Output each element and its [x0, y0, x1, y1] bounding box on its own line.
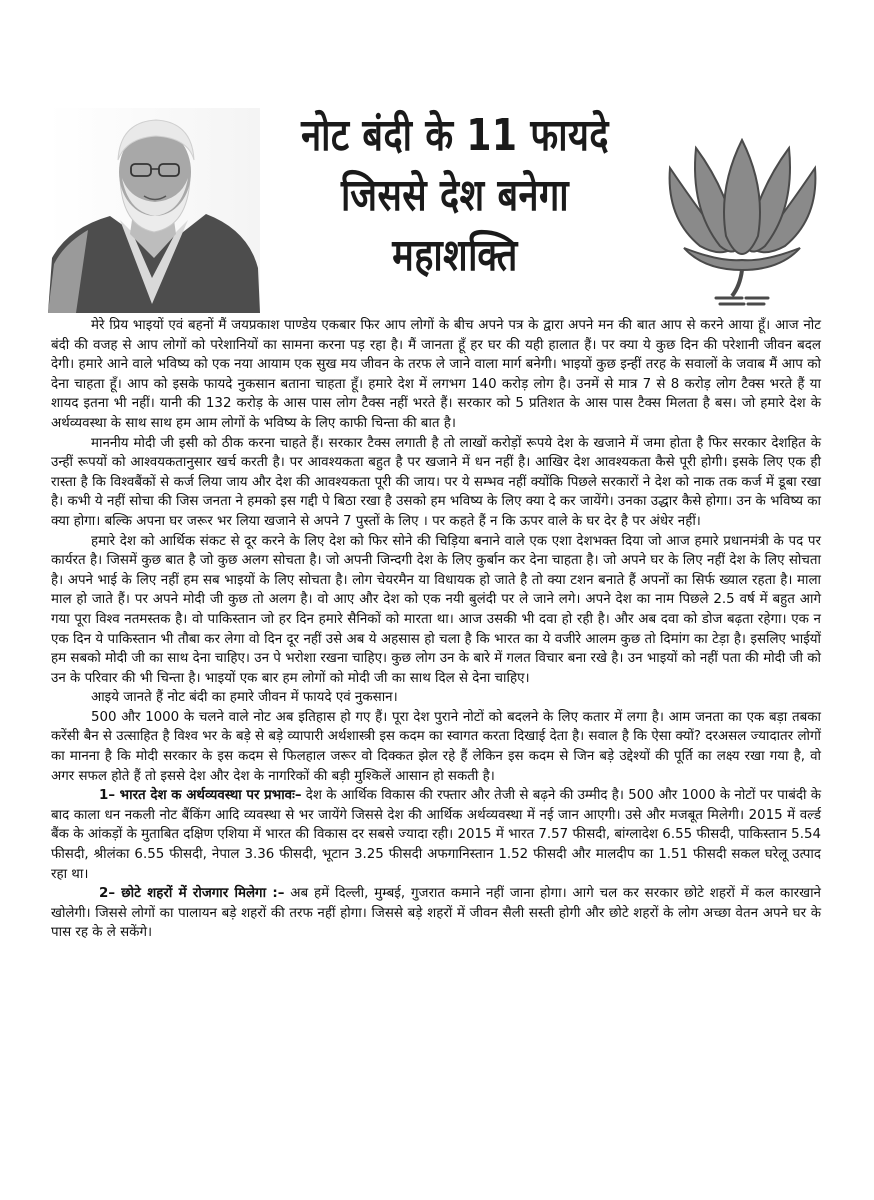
headline-line-1: नोट बंदी के 11 फायदे [301, 110, 609, 161]
paragraph-intro: मेरे प्रिय भाइयों एवं बहनों मैं जयप्रकाश पाण्डेय एकबार फिर आप लोगों के बीच अपने पत्र के द्वारा अपने मन की बात आप से करने आया हूँ। आज नोट बंदी की वजह से आप लोगों को परेशानियों का सामना करना पड़ रहा है। मैं जानता हूँ हर घर की यही हालात हैं। पर क्या ये कुछ दिन की परेशानी जीवन बदल देगी। हमारे आने वाले भविष्य को एक नया आयाम एक सुख मय जीवन के तरफ ले जाने वाला मार्ग बनेगी। भाइयों कुछ इन्हीं तरह के सवालों के जवाब मैं आप को देना चाहता हूँ। आप को इसके फायदे नुकसान बताना चाहता हूँ। हमारे देश में लगभग 140 करोड़ लोग है। उनमें से मात्र 7 से 8 करोड़ लोग टैक्स भरते हैं या शायद इतना भी नहीं। यानी की 132 करोड़ के आस पास लोग टैक्स नहीं भरते हैं। सरकार को 5 प्रतिशत के आस पास टैक्स मिलता है बस। जो हमारे देश के अर्थव्यवस्था के साथ साथ हम आम लोगों के भविष्य के लिए काफी चिन्ता की बात है। [51, 318, 821, 431]
paragraph-modi: माननीय मोदी जी इसी को ठीक करना चाहते हैं। सरकार टैक्स लगाती है तो लाखों करोड़ों रूपये देश के खजाने में जमा होता है फिर सरकार देशहित के उन्हीं रूपयों को आश्वयकतानुसार खर्च करती है। पर आवश्यकता बहुत है पर खजाने में धन नहीं है। आखिर देश आवश्यकता कैसे पूरी होगी। इसके लिए एक ही रास्ता है कि विश्वबैंकों से कर्ज लिया जाय और देश की आवश्यकता पूरी की जाय। पर ये सम्भव नहीं क्योंकि पिछले सरकारों ने देश को नाक तक कर्ज में डूबा रखा है। कभी ये नहीं सोचा की जिस जनता ने हमको इस गद्दी पे बिठा रखा है उसको हम भविष्य के लिए क्या दे कर जायेंगे। उनका उद्धार कैसे होगा। उन के भविष्य का क्या होगा। बल्कि अपना घर जरूर भर लिया खजाने से अपने 7 पुस्तों के लिए । पर कहते हैं न कि ऊपर वाले के घर देर है पर अंधेर नहीं। [51, 435, 821, 529]
headline-line-3: महाशक्ति [392, 230, 518, 281]
portrait-photo [48, 108, 260, 313]
paragraph-benefits-intro: आइये जानते हैं नोट बंदी का हमारे जीवन में फायदे एवं नुकसान। [91, 690, 398, 706]
point-1-text: देश के आर्थिक विकास की रफ्तार और तेजी से बढ़ने की उम्मीद है। 500 और 1000 के नोटों पर पाबंदी के बाद काला धन नकली नोट बैंकिंग आदि व्यवस्था से भर जायेंगे जिससे देश की आर्थिक अर्थव्यवस्था में नई जान आएगी। उसे और मजबूत मिलेगी। 2015 में वर्ल्ड बैंक के आंकड़ों के मुताबित दक्षिण एशिया में भारत की विकास दर सबसे ज्यादा रही। 2015 में भारत 7.57 फीसदी, बांग्लादेश 6.55 फीसदी, पाकिस्तान 5.54 फीसदी, श्रीलंका 6.55 फीसदी, नेपाल 3.36 फीसदी, भूटान 3.25 फीसदी अफगानिस्तान 1.52 फीसदी और मालदीप का 1.51 फीसदी सकल घरेलू उत्पाद रहा था। [51, 788, 821, 882]
lotus-emblem-icon [660, 138, 825, 310]
point-1 [51, 786, 821, 884]
paragraph-notes-history: 500 और 1000 के चलने वाले नोट अब इतिहास हो गए हैं। पूरा देश पुराने नोटों को बदलने के लिए कतार में लगा है। आम जनता का एक बड़ा तबका करेंसी बैन से उत्साहित है विश्व भर के बड़े से बड़े व्यापारी अर्थशास्त्री इस कदम का स्वागत करता दिखाई देता है। सवाल है कि ऐसा क्यों? दरअसल ज्यादातर लोगों का मानना है कि मोदी सरकार के इस कदम से फिलहाल जरूर वो दिक्कत झेल रहे हैं लेकिन इस कदम से जिन बड़े उद्देश्यों की पूर्ति का लक्ष्य रखा गया है, वो अगर सफल होते हैं तो इससे देश और देश के नागरिकों की बड़ी मुश्किलें आसान हो सकती है। [51, 709, 821, 784]
point-1-heading: 1– भारत देश क अर्थव्यवस्था पर प्रभावः– [99, 788, 302, 804]
article-body [51, 316, 821, 943]
headline-line-2: जिससे देश बनेगा [340, 170, 570, 221]
headline [245, 106, 665, 286]
point-2-heading: 2– छोटे शहरों में रोजगार मिलेगा :– [99, 886, 285, 902]
point-2-text: अब हमें दिल्ली, मुम्बई, गुजरात कमाने नहीं जाना होगा। आगे चल कर सरकार छोटे शहरों में कल कारखाने खोलेगी। जिससे लोगों का पालायन बड़े शहरों की तरफ नहीं होगा। जिससे बड़े शहरों में जीवन सैली सस्ती होगी और छोटे शहरों के लोग अच्छा वेतन अपने घर के पास रह के ले सकेंगे। [51, 886, 821, 941]
paragraph-economy: हमारे देश को आर्थिक संकट से दूर करने के लिए देश को फिर सोने की चिड़िया बनाने वाले एक एशा देशभक्त दिया जो आज हमारे प्रधानमंत्री के पद पर कार्यरत है। जिसमें कुछ बात है जो कुछ अलग सोचता है। जो अपनी जिन्दगी देश के लिए कुर्बान कर देना चाहता है। जो अपने घर के लिए नहीं देश के लिए सोचता है। अपने भाई के लिए नहीं हम सब भाइयों के लिए सोचता है। लोग चेयरमैन या विधायक हो जाते है तो क्या टशन बनाते हैं अपनों का सिर्फ ख्याल रहता है। माला माल हो जाते हैं। पर अपने मोदी जी कुछ तो अलग है। वो आए और देश को एक नयी बुलंदी पर ले जाने लगे। अपने देश का नाम पिछले 2.5 वर्ष में बहुत आगे गया पूरा विश्व नतमस्तक है। वो पाकिस्तान जो हर दिन हमारे सैनिकों को मारता था। आज उसकी भी दवा हो रही है। और अब दवा को डोज बढ़ता रहेगा। एक न एक दिन ये पाकिस्तान भी तौबा कर लेगा वो दिन दूर नहीं उसे अब ये अहसास हो चला है कि भारत का ये वजीरे आलम कुछ तो दिमांग का टेड़ा है। इसलिए भाईयों हम सबको मोदी जी का साथ देना चाहिए। उन पे भरोशा रखना चाहिए। कुछ लोग उन के बारे में गलत विचार बना रखे है। उन भाइयों को नहीं पता की मोदी जी को उन के परिवार की भी चिन्ता है। भाइयों एक बार हम लोगों को मोदी जी का साथ दिल से देना चाहिए। [51, 533, 821, 686]
point-2 [51, 884, 821, 943]
